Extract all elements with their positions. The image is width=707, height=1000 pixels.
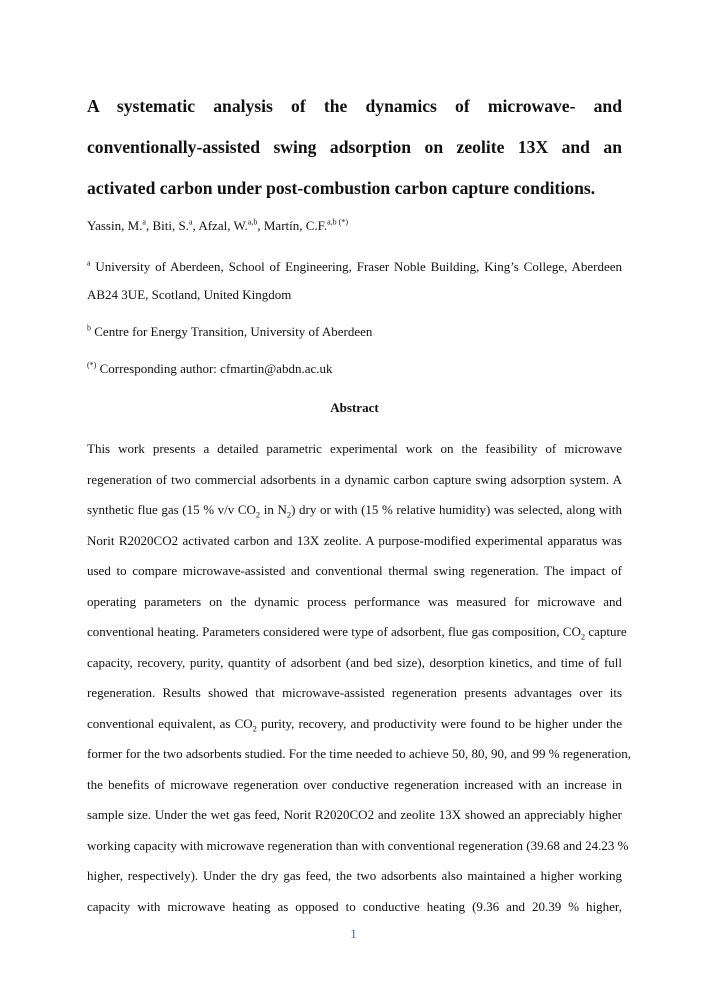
affiliation-a-mark: a	[87, 258, 91, 268]
affiliation-b	[87, 324, 372, 340]
abstract-line: former for the two adsorbents studied. For the time needed to achieve 50, 80, 90, and 99 % regeneration,	[87, 746, 632, 761]
affiliation-b-text: Centre for Energy Transition, University of Aberdeen	[94, 324, 373, 339]
author-affiliation-mark: a,b	[247, 217, 258, 227]
author-name: Afzal, W.	[198, 218, 248, 233]
abstract-line: sample size. Under the wet gas feed, Norit R2020CO2 and zeolite 13X showed an appreciably higher	[87, 807, 622, 822]
abstract-line: regeneration. Results showed that microwave-assisted regeneration presents advantages over its	[87, 685, 622, 700]
corresponding-text: Corresponding author: cfmartin@abdn.ac.uk	[99, 361, 333, 376]
corresponding-author	[87, 361, 333, 377]
author-affiliation-mark: a	[188, 217, 193, 227]
author-name: Yassin, M.	[87, 218, 143, 233]
abstract-line: higher, respectively). Under the dry gas feed, the two adsorbents also maintained a higher working	[87, 868, 622, 883]
abstract-heading: Abstract	[330, 400, 379, 415]
abstract-line: capacity, recovery, purity, quantity of adsorbent (and bed size), desorption kinetics, and time of full	[87, 654, 622, 670]
author-affiliation-mark: a,b (*)	[327, 217, 348, 227]
author-affiliation-mark: a	[142, 217, 146, 227]
abstract-body	[87, 434, 632, 922]
affiliation-a	[87, 253, 622, 309]
author-name: Biti, S.	[152, 218, 189, 233]
abstract-line: conventional heating. Parameters considered were type of adsorbent, flue gas composition, $CO_2$ capture	[87, 624, 627, 642]
abstract-line: the benefits of microwave regeneration over conductive regeneration increased with an increase in	[87, 776, 622, 792]
abstract-line: working capacity with microwave regeneration than with conventional regeneration (39.68 and 24.23 %	[87, 837, 629, 853]
abstract-line: Norit R2020CO2 activated carbon and 13X zeolite. A purpose-modified experimental apparatus was	[87, 532, 622, 548]
abstract-line: capacity with microwave heating as opposed to conductive heating (9.36 and 20.39 % higher,	[87, 898, 622, 914]
abstract-line: operating parameters on the dynamic process performance was measured for microwave and	[87, 593, 622, 609]
author-list: Yassin, M.$^a$, Biti, S.$^a$, Afzal, W.$^{a,b}$, Martín, C.F.$^{a,b (*)}$	[87, 217, 348, 233]
abstract-line: regeneration of two commercial adsorbents in a dynamic carbon capture swing adsorption system. A	[87, 471, 622, 487]
abstract-line: synthetic flue gas (15 % v/v $CO_2$ in $N_2$) dry or with (15 % relative humidity) was selected, along with	[87, 502, 622, 520]
abstract-line: This work presents a detailed parametric experimental work on the feasibility of microwave	[87, 441, 622, 456]
paper-title: A systematic analysis of the dynamics of microwave- and conventionally-assisted swing adsorption on zeolite 13X and an activated carbon under post-combustion carbon capture conditions.	[87, 96, 622, 198]
affiliation-a-text: University of Aberdeen, School of Engineering, Fraser Noble Building, King’s College, Aberdeen AB24 3UE, Scotland, United Kingdom	[87, 259, 622, 302]
corresponding-mark: (*)	[87, 360, 97, 370]
affiliation-b-mark: b	[87, 323, 91, 333]
abstract-line: conventional equivalent, as $CO_2$ purity, recovery, and productivity were found to be higher under the	[87, 715, 623, 734]
page-number: 1	[350, 926, 357, 941]
author-name: Martín, C.F.	[263, 218, 328, 233]
abstract-line: used to compare microwave-assisted and conventional thermal swing regeneration. The impact of	[87, 563, 622, 578]
